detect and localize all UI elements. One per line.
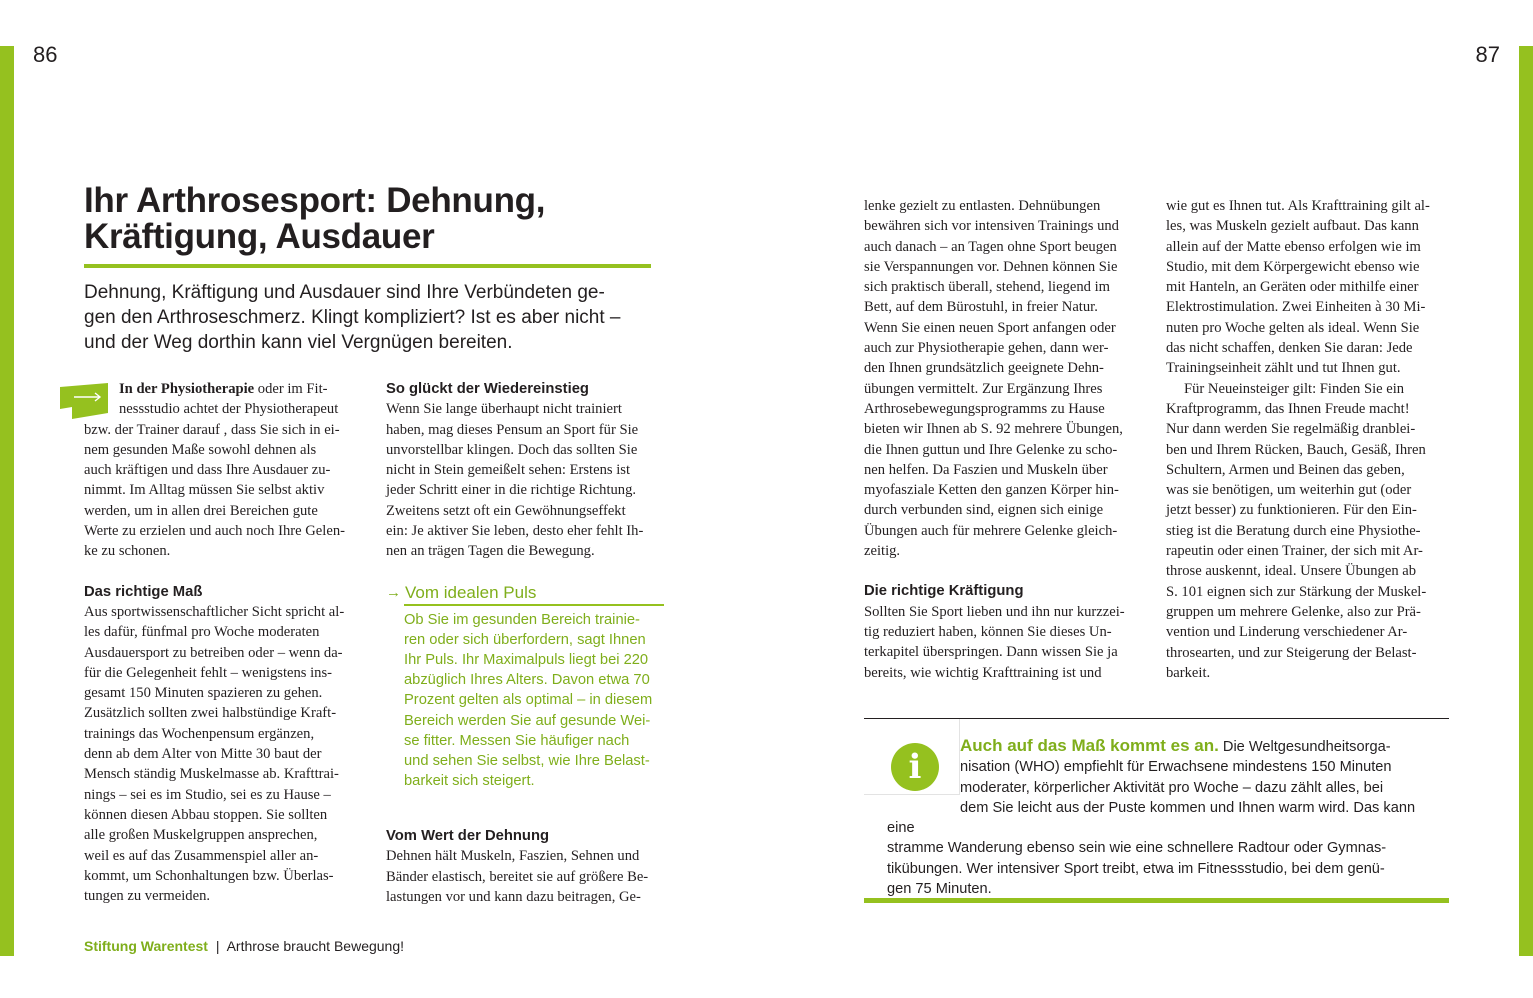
icon-spacer (887, 736, 960, 798)
intro-text: oder im Fit- (254, 381, 328, 397)
body-line: rapeutin oder einen Trainer, der sich mit Ar- (1166, 543, 1423, 560)
body-line: Wenn Sie lange überhaupt nicht trainiert (386, 401, 622, 418)
info-box-bottom-rule (864, 898, 1449, 903)
body-line: haben, mag dieses Pensum an Sport für Sie (386, 421, 639, 438)
chapter-headline (84, 183, 664, 255)
body-line: nuten pro Woche gelten als ideal. Wenn Sie (1166, 319, 1420, 336)
footer-separator: | (215, 938, 220, 954)
body-line: die Ihnen guttun und Ihre Gelenke zu scho- (864, 441, 1118, 458)
column-3 (864, 196, 1148, 683)
body-line: jeder Schritt einer in die richtige Richtung. (386, 482, 637, 499)
body-line: myofasziale Ketten den ganzen Körper hin- (864, 482, 1119, 499)
body-line: Arthrosebewegungsprogramms zu Hause (864, 400, 1105, 417)
intro-line: nem gesunden Maße sowohl dehnen als (84, 441, 317, 458)
intro-first-line (84, 379, 368, 399)
crossref-line: Prozent gelten als optimal – in diesem (404, 692, 653, 709)
body-line: den Ihnen grundsätzlich geeignete Dehn- (864, 360, 1104, 377)
body-line: auch zur Physiotherapie gehen, dann wer- (864, 340, 1109, 357)
spacer (864, 561, 1148, 581)
body-line: sie Verspannungen vor. Dehnen können Sie (864, 258, 1118, 275)
crossref-line: barkeit sich steigert. (404, 773, 535, 790)
column-2 (386, 379, 670, 792)
body-line: Wenn Sie einen neuen Sport anfangen oder (864, 319, 1116, 336)
body-line: das nicht schaffen, denken Sie daran: Jede (1166, 340, 1413, 357)
body-line: Elektrostimulation. Zwei Einheiten à 30 Mi- (1166, 299, 1426, 316)
intro-line: ke zu schonen. (84, 543, 171, 560)
intro-line: nessstudio achtet der Physiotherapeut (119, 401, 339, 418)
body-line: S. 101 eignen sich zur Stärkung der Muskel- (1166, 583, 1427, 600)
crossref-line: se fitter. Messen Sie häufiger nach (404, 732, 630, 749)
body-line: Zusätzlich sollten zwei halbstündige Kraft- (84, 705, 337, 722)
body-line: nen helfen. Da Faszien und Muskeln über (864, 461, 1108, 478)
info-line: nisation (WHO) empfiehlt für Erwachsene mindestens 150 Minuten (960, 759, 1392, 776)
body-line: durch verbunden sind, eignen sich einige (864, 502, 1104, 519)
crossref-box (386, 582, 670, 792)
crossref-title: Vom idealen Puls (405, 582, 537, 602)
info-line: moderater, körperlicher Aktivität pro Woche – dazu zählt alles, bei (960, 779, 1384, 796)
info-line: dem Sie leicht aus der Puste kommen und Ihnen warm wird. Das kann eine (887, 799, 1416, 837)
body-line: Ausdauersport zu betreiben oder – wenn da- (84, 644, 343, 661)
info-line: stramme Wanderung ebenso sein wie eine schnellere Radtour oder Gymnas- (887, 840, 1387, 857)
crossref-body (404, 610, 670, 792)
headline-rule (84, 264, 651, 268)
arrow-right-icon: → (386, 583, 401, 601)
headline-line-2: Kräftigung, Ausdauer (84, 217, 435, 256)
body-line: Kraftprogramm, das Ihnen Freude macht! (1166, 400, 1410, 417)
body-line: throsearten, und zur Steigerung der Belast- (1166, 644, 1417, 661)
crossref-line: abzüglich Ihres Alters. Davon etwa 70 (404, 672, 650, 689)
section-title-kraeftigung: Die richtige Kräftigung (864, 583, 1024, 600)
body-line: bereits, wie wichtig Krafttraining ist und (864, 664, 1102, 681)
column-2-bottom (386, 826, 670, 907)
spacer (386, 562, 670, 582)
section-title-das-richtige-mass: Das richtige Maß (84, 583, 203, 600)
crossref-line: Ihr Puls. Ihr Maximalpuls liegt bei 220 (404, 652, 649, 669)
body-line: throse auskennt, ideal. Unsere Übungen ab (1166, 563, 1417, 580)
crossref-rule (404, 604, 664, 606)
lead-in-bold: In der Physiotherapie (119, 381, 255, 397)
body-line: unvorstellbar klingen. Doch das sollten Sie (386, 441, 638, 458)
column-1 (84, 379, 368, 906)
body-line: Zweitens setzt oft ein Gewöhnungseffekt (386, 502, 626, 519)
crossref-line: und sehen Sie selbst, wie Ihre Belast- (404, 753, 650, 770)
intro-line: Werte zu erzielen und auch noch Ihre Gelen- (84, 523, 345, 540)
body-line: Trainingseinheit zählt und tut Ihnen gut. (1166, 360, 1401, 377)
info-line: tikübungen. Wer intensiver Sport treibt, etwa im Fitnessstudio, bei dem genü- (887, 860, 1385, 877)
intro-line: bzw. der Trainer darauf , dass Sie sich in ei- (84, 421, 340, 438)
lead-line: gen den Arthroseschmerz. Klingt kompliziert? Ist es aber nicht – (84, 307, 621, 328)
body-line: jetzt besser) zu funktionieren. Für den Ein- (1166, 502, 1417, 519)
body-line: Schultern, Armen und Beinen das geben, (1166, 461, 1405, 478)
running-footer (84, 938, 404, 954)
footer-book-title: Arthrose braucht Bewegung! (226, 938, 405, 954)
body-line: können diesen Abbau stoppen. Sie sollten (84, 806, 328, 823)
body-line: trainings das Wochenpensum ergänzen, (84, 725, 315, 742)
intro-line: auch kräftigen und dass Ihre Ausdauer zu- (84, 462, 331, 479)
body-line: lastungen vor und kann dazu beitragen, Ge- (386, 888, 641, 905)
body-line: barkeit. (1166, 664, 1211, 681)
body-line: tungen zu vermeiden. (84, 888, 211, 905)
info-box (864, 718, 1449, 898)
body-line: terkapitel überspringen. Dann wissen Sie ja (864, 644, 1118, 661)
info-icon: i (891, 743, 939, 791)
body-line: Mensch ständig Muskelmasse ab. Krafttrai- (84, 766, 339, 783)
body-line: mit Hanteln, an Geräten oder mithilfe einer (1166, 279, 1419, 296)
info-line: Die Weltgesundheitsorga- (1218, 739, 1391, 755)
section-title-wert-der-dehnung: Vom Wert der Dehnung (386, 828, 550, 844)
body-line: stieg ist die Beratung durch eine Physiothe- (1166, 522, 1421, 539)
intro-line: nimmt. Im Alltag müssen Sie selbst aktiv (84, 482, 325, 499)
crossref-line: Ob Sie im gesunden Bereich trainie- (404, 611, 640, 628)
body-line: übungen vermittelt. Zur Ergänzung Ihres (864, 380, 1103, 397)
info-title: Auch auf das Maß kommt es an. (960, 736, 1219, 755)
body-line: tig reduziert haben, können Sie dieses Un- (864, 623, 1112, 640)
intro-line: werden, um in allen drei Bereichen gute (84, 502, 318, 519)
body-line: nings – sei es im Studio, sei es zu Hause – (84, 786, 331, 803)
info-line: gen 75 Minuten. (887, 881, 992, 898)
body-line: ben und Ihrem Rücken, Bauch, Gesäß, Ihren (1166, 441, 1426, 458)
body-line: Bänder elastisch, bereitet sie auf größere Be- (386, 868, 649, 885)
body-line: alle großen Muskelgruppen ansprechen, (84, 827, 318, 844)
body-line: gruppen um mehrere Gelenke, also zur Prä- (1166, 603, 1421, 620)
body-line: les, was Muskeln gezielt aufbaut. Das kann (1166, 218, 1419, 235)
body-line: les dafür, fünfmal pro Woche moderaten (84, 624, 320, 641)
crossref-line: Bereich werden Sie auf gesunde Wei- (404, 712, 651, 729)
body-line: Übungen auch für mehrere Gelenke gleich- (864, 522, 1118, 539)
body-line: weil es auf das Zusammenspiel aller an- (84, 847, 319, 864)
body-line: Nur dann werden Sie regelmäßig dranblei- (1166, 421, 1416, 438)
right-edge-bar (1519, 46, 1533, 956)
crossref-line: ren oder sich überfordern, sagt Ihnen (404, 631, 646, 648)
body-line: auch danach – an Tagen ohne Sport beugen (864, 238, 1117, 255)
body-line: zeitig. (864, 543, 901, 560)
footer-brand: Stiftung Warentest (84, 938, 208, 954)
page-number-left: 86 (33, 42, 58, 67)
body-line: nicht in Stein gemeißelt sehen: Erstens ist (386, 462, 630, 479)
body-line: denn ab dem Alter von Mitte 30 baut der (84, 746, 322, 763)
headline-line-1: Ihr Arthrosesport: Dehnung, (84, 181, 546, 220)
page-number-right: 87 (1475, 42, 1500, 67)
body-line: Studio, mit dem Körpergewicht ebenso wie (1166, 258, 1420, 275)
body-line: lenke gezielt zu entlasten. Dehnübungen (864, 198, 1101, 214)
body-line: sich praktisch überall, stehend, liegend im (864, 279, 1110, 296)
lead-line: und der Weg dorthin kann viel Vergnügen bereiten. (84, 332, 513, 353)
body-line: Für Neueinsteiger gilt: Finden Sie ein (1184, 380, 1405, 397)
body-line: wie gut es Ihnen tut. Als Krafttraining gilt al- (1166, 198, 1430, 214)
column-4 (1166, 196, 1450, 683)
spacer (84, 562, 368, 582)
body-line: Sollten Sie Sport lieben und ihn nur kurzzei- (864, 603, 1125, 620)
info-text (887, 736, 1427, 899)
body-line: vention und Linderung verschiedener Ar- (1166, 624, 1408, 641)
body-line: nen an trägen Tagen die Bewegung. (386, 543, 595, 560)
lead-paragraph (84, 280, 659, 355)
body-line: kommt, um Schonhaltungen bzw. Überlas- (84, 867, 334, 884)
left-edge-bar (0, 46, 14, 956)
crossref-title-row (386, 582, 670, 604)
body-line: was sie benötigen, um weiterhin gut (oder (1166, 482, 1412, 499)
body-line: Dehnen hält Muskeln, Faszien, Sehnen und (386, 848, 640, 865)
section-title-wiedereinstieg: So glückt der Wiedereinstieg (386, 381, 589, 397)
body-line: bewähren sich vor intensiven Trainings und (864, 218, 1119, 235)
body-line: für die Gelegenheit fehlt – wenigstens ins- (84, 664, 333, 681)
body-line: allein auf der Matte ebenso erfolgen wie im (1166, 238, 1421, 255)
body-line: bieten wir Ihnen ab S. 92 mehrere Übungen, (864, 421, 1123, 438)
lead-line: Dehnung, Kräftigung und Ausdauer sind Ihre Verbündeten ge- (84, 282, 605, 303)
body-line: ein: Je aktiver Sie leben, desto eher fehlt Ih- (386, 523, 644, 540)
body-line: Bett, auf dem Bürostuhl, in freier Natur. (864, 299, 1098, 316)
body-line: Aus sportwissenschaftlicher Sicht spricht al- (84, 603, 345, 620)
body-line: gesamt 150 Minuten spazieren zu gehen. (84, 685, 323, 702)
